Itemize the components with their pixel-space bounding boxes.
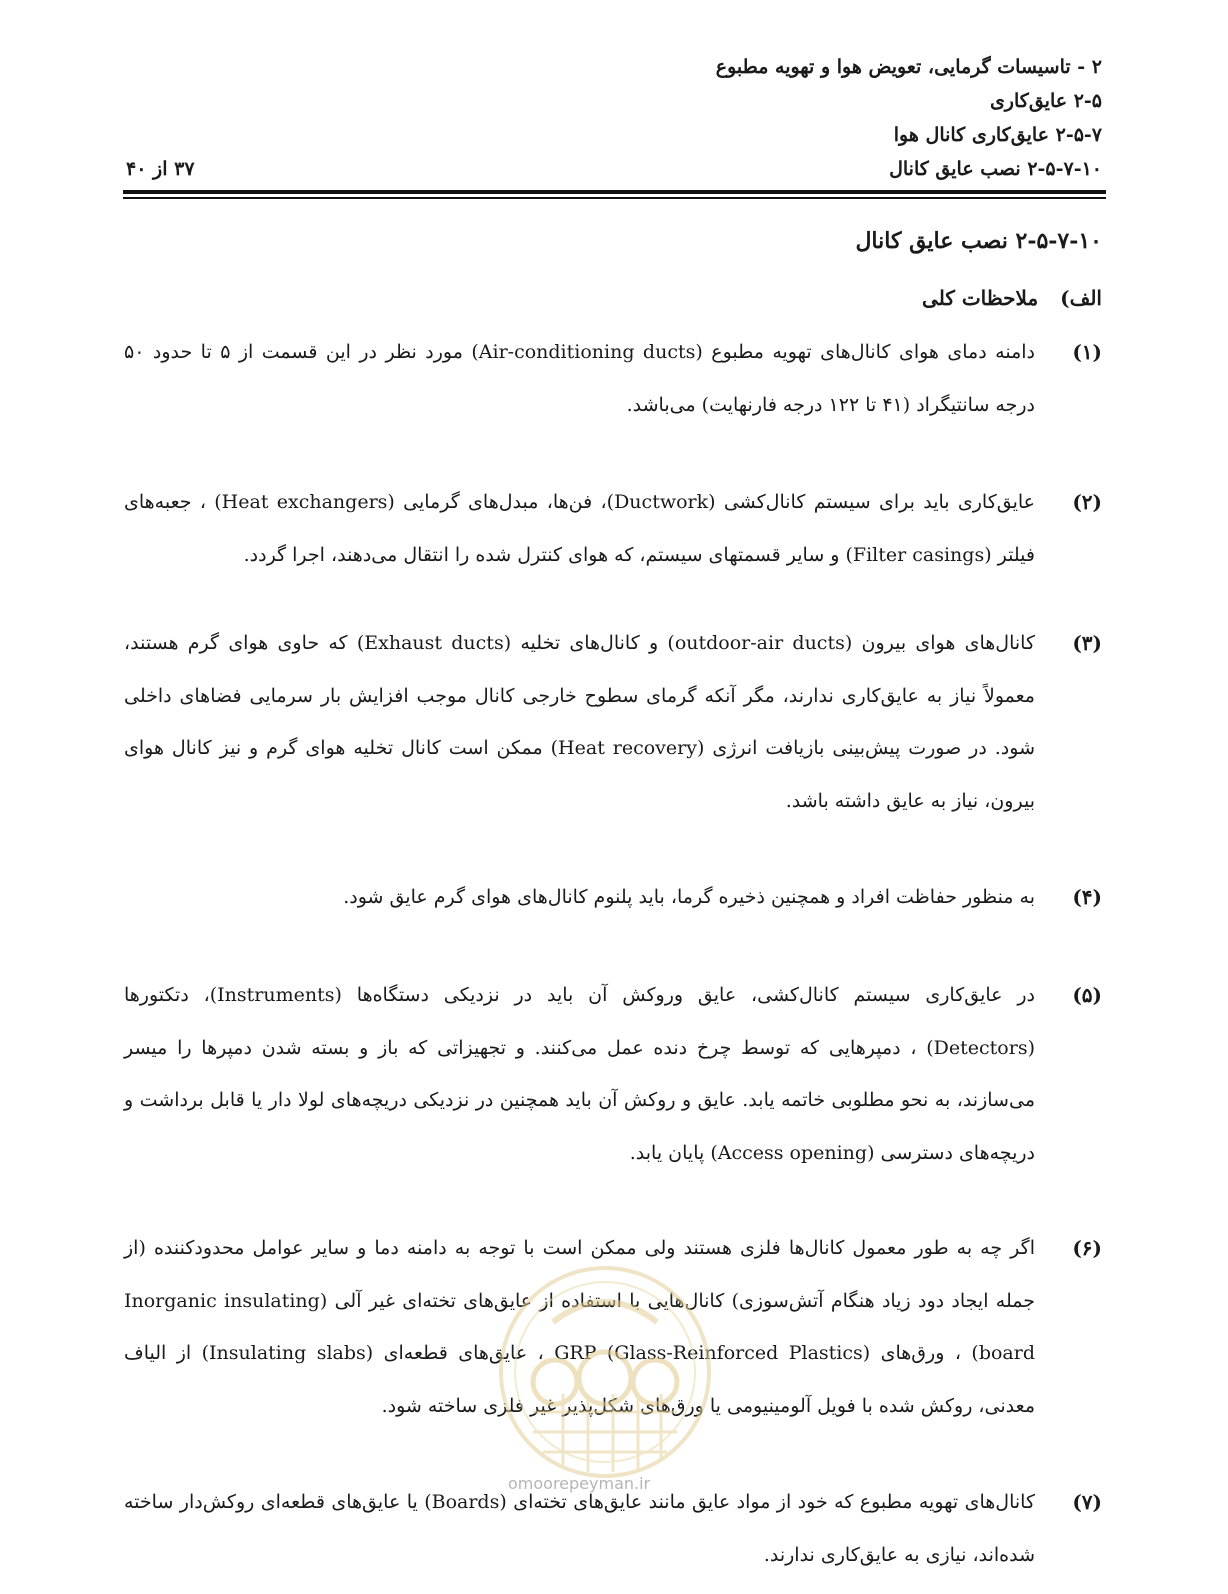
running-header [716,50,1102,186]
list-item [124,871,1102,924]
item-number: (۷) [1072,1490,1102,1514]
section-title: ۲-۵-۷-۱۰ نصب عایق کانال [855,228,1102,254]
item-number: (۶) [1072,1236,1102,1260]
item-text: کانال‌های تهویه مطبوع که خود از مواد عایق مانند عایق‌های تخته‌ای (Boards) یا عایق‌های قطعه‌ای روکش‌دار ساخته شده‌اند، نیازی به عایق‌کاری ندارند. [124,1491,1036,1566]
item-number: (۳) [1072,631,1102,655]
subsection-heading [922,286,1102,310]
subsection-marker: الف) [1060,286,1102,310]
watermark-site: omoorepeyman.ir [508,1474,651,1493]
header-subsection: ۲-۵-۷ عایق‌کاری کانال هوا [893,124,1102,146]
list-item [124,326,1102,431]
subsection-title: ملاحظات کلی [922,286,1039,310]
item-text: عایق‌کاری باید برای سیستم کانال‌کشی (Ductwork)، فن‌ها، مبدل‌های گرمایی (Heat exchangers) ، جعبه‌های فیلتر (Filter casings) و سایر قسمتهای سیستم، که هوای کنترل شده را انتقال می‌دهند، اجرا گردد. [124,491,1036,566]
item-number: (۵) [1072,983,1102,1007]
item-text: دامنه دمای هوای کانال‌های تهویه مطبوع (Air-conditioning ducts) مورد نظر در این قسمت از ۵ تا حدود ۵۰ درجه سانتیگراد (۴۱ تا ۱۲۲ درجه فارنهایت) می‌باشد. [124,341,1035,416]
item-text: در عایق‌کاری سیستم کانال‌کشی، عایق وروکش آن باید در نزدیکی دستگاه‌ها (Instruments)، دتکتورها (Detectors) ، دمپرهایی که توسط چرخ دنده عمل می‌کنند. و تجهیزاتی که باز و بسته شدن دمپرها را میسر می‌سازند، به نحو مطلوبی خاتمه یابد. عایق و روکش آن باید همچنین در نزدیکی دریچه‌های لولا دار یا قابل برداشت و دریچه‌های دسترسی (Access opening) پایان یابد. [124,984,1035,1164]
list-item [124,969,1102,1179]
item-number: (۴) [1072,885,1102,909]
page-number: ۳۷ از ۴۰ [126,158,195,180]
item-text: به منظور حفاظت افراد و همچنین ذخیره گرما، باید پلنوم کانال‌های هوای گرم عایق شود. [343,886,1035,908]
item-number: (۲) [1072,490,1102,514]
list-item [124,476,1102,581]
header-divider-thin [123,197,1106,199]
list-item [124,1222,1102,1432]
header-section: ۲-۵ عایق‌کاری [989,90,1102,112]
list-item [124,617,1102,827]
item-number: (۱) [1072,340,1102,364]
item-text: کانال‌های هوای بیرون (outdoor-air ducts) و کانال‌های تخلیه (Exhaust ducts) که حاوی هوای گرم هستند، معمولاً نیاز به عایق‌کاری ندارند، مگر آنکه گرمای سطوح خارجی کانال موجب افزایش بار سرمایی فضاهای داخلی شود. در صورت پیش‌بینی بازیافت انرژی (Heat recovery) ممکن است کانال تخلیه هوای گرم و نیز کانال هوای بیرون، نیاز به عایق داشته باشد. [124,632,1035,812]
item-text: اگر چه به طور معمول کانال‌ها فلزی هستند ولی ممکن است با توجه به دامنه دما و سایر عوامل محدودکننده (از جمله ایجاد دود زیاد هنگام آتش‌سوزی) کانال‌هایی با استفاده از عایق‌های تخته‌ای غیر آلی (Inorganic insulating board) ، ورق‌های GRP (Glass-Reinforced Plastics) ، عایق‌های قطعه‌ای (Insulating slabs) از الیاف معدنی، روکش شده با فویل آلومینیومی یا ورق‌های شکل‌پذیر غیر فلزی ساخته شود. [124,1237,1035,1417]
header-divider [123,190,1106,194]
header-chapter: ۲ - تاسیسات گرمایی، تعویض هوا و تهویه مطبوع [715,56,1102,78]
header-topic: ۲-۵-۷-۱۰ نصب عایق کانال [889,158,1102,180]
